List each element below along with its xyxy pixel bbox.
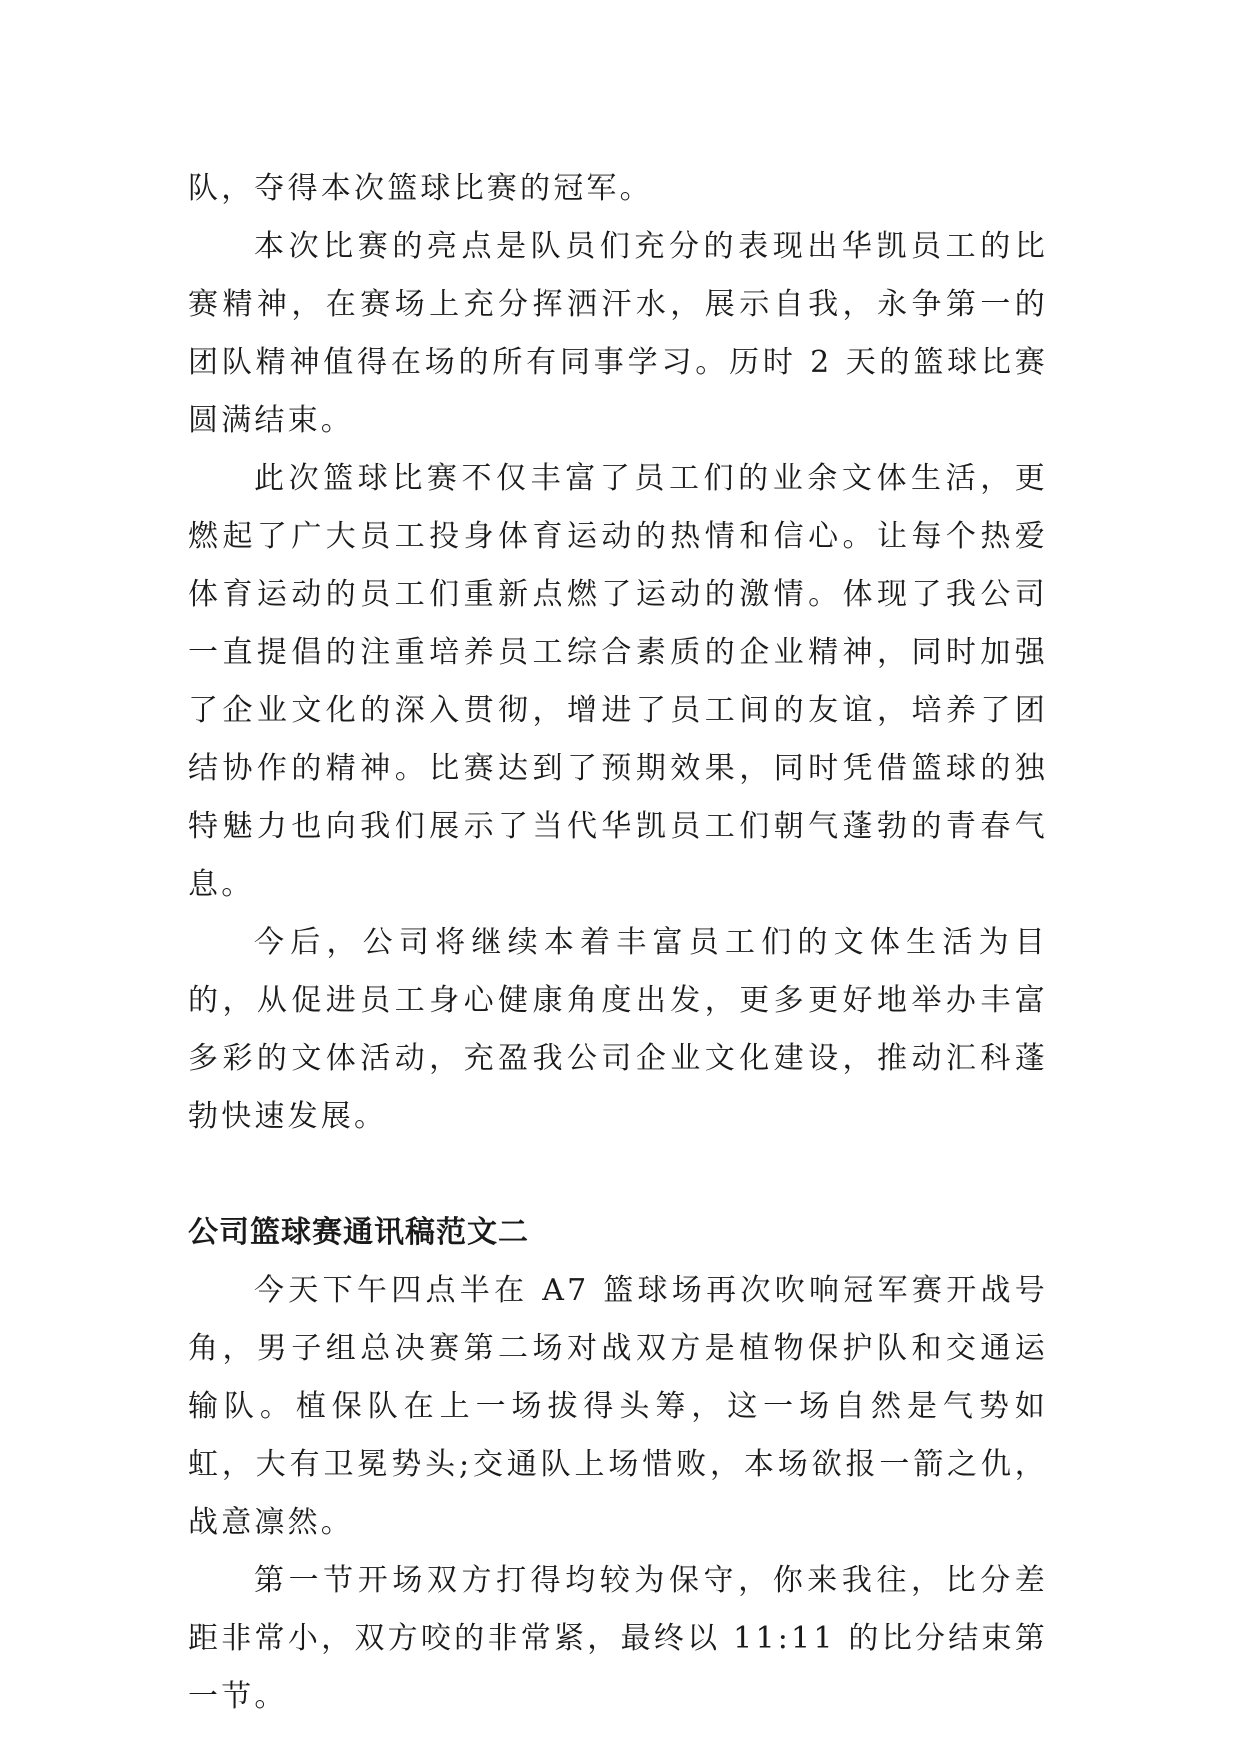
section-spacer	[188, 1146, 1048, 1204]
paragraph-future: 今后，公司将继续本着丰富员工们的文体生活为目的，从促进员工身心健康角度出发，更多更好地举办丰富多彩的文体活动，充盈我公司企业文化建设，推动汇科蓬勃快速发展。	[188, 925, 1048, 1134]
section-title: 公司篮球赛通讯稿范文二	[188, 1215, 529, 1250]
document-body	[188, 160, 1048, 1726]
paragraph-significance: 此次篮球比赛不仅丰富了员工们的业余文体生活，更燃起了广大员工投身体育运动的热情和信心。让每个热爱体育运动的员工们重新点燃了运动的激情。体现了我公司一直提倡的注重培养员工综合素质的企业精神，同时加强了企业文化的深入贯彻，增进了员工间的友谊，培养了团结协作的精神。比赛达到了预期效果，同时凭借篮球的独特魅力也向我们展示了当代华凯员工们朝气蓬勃的青春气息。	[188, 461, 1048, 902]
paragraph-first-quarter: 第一节开场双方打得均较为保守，你来我往，比分差距非常小，双方咬的非常紧，最终以 11:11 的比分结束第一节。	[188, 1563, 1048, 1714]
paragraph-match-intro: 今天下午四点半在 A7 篮球场再次吹响冠军赛开战号角，男子组总决赛第二场对战双方是植物保护队和交通运输队。植保队在上一场拔得头筹，这一场自然是气势如虹，大有卫冕势头;交通队上场惜败，本场欲报一箭之仇，战意凛然。	[188, 1273, 1048, 1540]
paragraph-continued: 队，夺得本次篮球比赛的冠军。	[188, 171, 653, 206]
paragraph-highlight: 本次比赛的亮点是队员们充分的表现出华凯员工的比赛精神，在赛场上充分挥洒汗水，展示自我，永争第一的团队精神值得在场的所有同事学习。历时 2 天的篮球比赛圆满结束。	[188, 229, 1048, 438]
